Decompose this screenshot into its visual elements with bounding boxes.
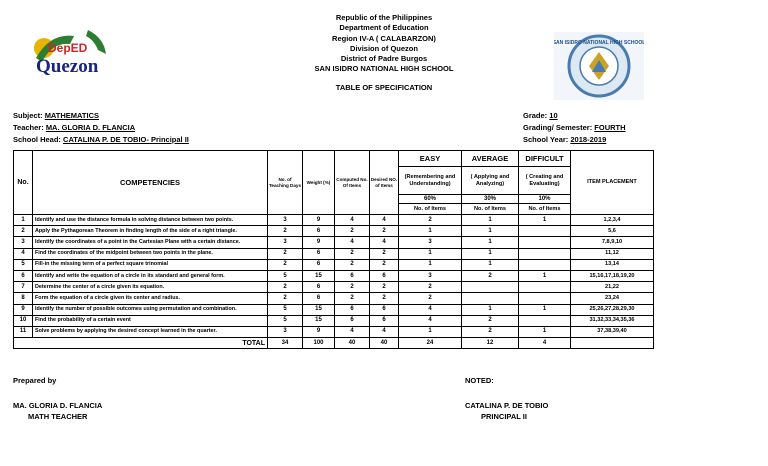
desired-items: 6: [370, 270, 399, 281]
computed-items: 4: [335, 237, 370, 248]
average-items: 1: [462, 237, 519, 248]
average-items: 1: [462, 215, 519, 226]
difficult-items: 1: [519, 326, 571, 337]
prepared-by-title: MATH TEACHER: [28, 412, 88, 421]
grade-line: [523, 111, 558, 120]
teaching-days: 5: [268, 270, 303, 281]
competency-text: Apply the Pythagorean Theorem in finding length of the side of a right triangle.: [33, 226, 268, 237]
computed-items: 2: [335, 282, 370, 293]
item-placement: 13,14: [571, 259, 654, 270]
difficult-items: 1: [519, 270, 571, 281]
difficult-items: 1: [519, 215, 571, 226]
header-line-republic: Republic of the Philippines: [335, 13, 433, 22]
difficult-items: 1: [519, 304, 571, 315]
semester-label: Grading/ Semester:: [523, 123, 593, 132]
easy-percent: 60%: [399, 195, 462, 204]
desired-items: 2: [370, 282, 399, 293]
prepared-by-name: MA. GLORIA D. FLANCIA: [13, 401, 103, 410]
table-row: [14, 293, 654, 304]
row-number: 9: [14, 304, 33, 315]
total-average: 12: [462, 338, 519, 349]
desired-items: 2: [370, 226, 399, 237]
weight-percent: 9: [303, 237, 335, 248]
total-days: 34: [268, 338, 303, 349]
teaching-days: 5: [268, 315, 303, 326]
school-head-value: CATALINA P. DE TOBIO- Principal II: [63, 135, 189, 144]
difficult-items: [519, 282, 571, 293]
average-items: 1: [462, 259, 519, 270]
grade-value: 10: [549, 111, 558, 120]
easy-items: 4: [399, 304, 462, 315]
total-computed: 40: [335, 338, 370, 349]
computed-items: 2: [335, 259, 370, 270]
weight-percent: 6: [303, 282, 335, 293]
competency-text: Identify and use the distance formula in solving distance between two points.: [33, 215, 268, 226]
weight-percent: 9: [303, 215, 335, 226]
competency-text: Find the coordinates of the midpoint between two points in the plane.: [33, 248, 268, 259]
teacher-label: Teacher:: [13, 123, 44, 132]
easy-items: 1: [399, 259, 462, 270]
computed-items: 2: [335, 226, 370, 237]
competency-text: Solve problems by applying the desired concept learned in the quarter.: [33, 326, 268, 337]
average-items: 2: [462, 270, 519, 281]
desired-items: 4: [370, 215, 399, 226]
noted-title: PRINCIPAL II: [481, 412, 527, 421]
average-items: 1: [462, 226, 519, 237]
desired-items: 6: [370, 315, 399, 326]
row-number: 8: [14, 293, 33, 304]
table-row: [14, 315, 654, 326]
row-number: 4: [14, 248, 33, 259]
col-header-item-placement: ITEM PLACEMENT: [571, 151, 654, 215]
total-placement-empty: [571, 338, 654, 349]
desired-items: 4: [370, 237, 399, 248]
semester-value: FOURTH: [594, 123, 626, 132]
average-items: [462, 282, 519, 293]
seal-text: SAN ISIDRO NATIONAL HIGH SCHOOL: [554, 40, 644, 46]
col-header-difficult: DIFFICULT: [519, 151, 571, 167]
school-head-line: [13, 135, 189, 144]
col-header-competencies: COMPETENCIES: [33, 151, 268, 215]
average-items: 1: [462, 304, 519, 315]
weight-percent: 6: [303, 248, 335, 259]
total-label: TOTAL: [14, 338, 268, 349]
average-description: ( Applying and Analyzing): [462, 167, 519, 195]
item-placement: 15,16,17,18,19,20: [571, 270, 654, 281]
difficult-items: [519, 226, 571, 237]
easy-items: 2: [399, 215, 462, 226]
item-placement: 23,24: [571, 293, 654, 304]
competency-text: Determine the center of a circle given its equation.: [33, 282, 268, 293]
semester-line: [523, 123, 626, 132]
logo-quezon-text: Quezon: [36, 56, 99, 77]
competency-text: Identify the number of possible outcomes using permutation and combination.: [33, 304, 268, 315]
table-row: [14, 326, 654, 337]
total-difficult: 4: [519, 338, 571, 349]
teaching-days: 2: [268, 226, 303, 237]
document-title: TABLE OF SPECIFICATION: [335, 82, 433, 92]
computed-items: 2: [335, 293, 370, 304]
total-desired: 40: [370, 338, 399, 349]
table-row: [14, 215, 654, 226]
row-number: 5: [14, 259, 33, 270]
competency-text: Identify and write the equation of a circle in its standard and general form.: [33, 270, 268, 281]
teacher-value: MA. GLORIA D. FLANCIA: [45, 123, 136, 132]
table-row: [14, 282, 654, 293]
weight-percent: 15: [303, 270, 335, 281]
school-year-value: 2018-2019: [570, 135, 607, 144]
school-head-label: School Head:: [13, 135, 61, 144]
table-row: [14, 237, 654, 248]
computed-items: 6: [335, 315, 370, 326]
difficult-description: ( Creating and Evaluating): [519, 167, 571, 195]
computed-items: 4: [335, 215, 370, 226]
desired-items: 6: [370, 304, 399, 315]
difficult-items: [519, 293, 571, 304]
difficult-items: [519, 259, 571, 270]
teaching-days: 5: [268, 304, 303, 315]
easy-items: 1: [399, 326, 462, 337]
row-number: 6: [14, 270, 33, 281]
item-placement: 21,22: [571, 282, 654, 293]
document-header: [0, 13, 768, 93]
weight-percent: 15: [303, 304, 335, 315]
teaching-days: 2: [268, 282, 303, 293]
noted-label: NOTED:: [465, 376, 494, 385]
row-number: 10: [14, 315, 33, 326]
item-placement: 11,12: [571, 248, 654, 259]
item-placement: 5,6: [571, 226, 654, 237]
logo-deped-text: DepED: [48, 41, 88, 55]
row-number: 1: [14, 215, 33, 226]
item-placement: 31,32,33,34,35,36: [571, 315, 654, 326]
difficult-percent: 10%: [519, 195, 571, 204]
difficult-no-items: No. of Items: [519, 204, 571, 215]
weight-percent: 6: [303, 293, 335, 304]
header-line-district: District of Padre Burgos: [340, 54, 428, 64]
easy-items: 1: [399, 248, 462, 259]
col-header-weight: Weight (%): [303, 151, 335, 215]
easy-description: (Remembering and Understanding): [399, 167, 462, 195]
easy-items: 2: [399, 293, 462, 304]
item-placement: 25,26,27,28,29,30: [571, 304, 654, 315]
weight-percent: 6: [303, 259, 335, 270]
teaching-days: 2: [268, 293, 303, 304]
desired-items: 2: [370, 248, 399, 259]
computed-items: 6: [335, 304, 370, 315]
header-line-department: Department of Education: [339, 23, 429, 33]
weight-percent: 9: [303, 326, 335, 337]
col-header-teaching-days: No. of Teaching Days: [268, 151, 303, 215]
noted-name: CATALINA P. DE TOBIO: [465, 401, 549, 410]
school-year-line: [523, 135, 606, 144]
computed-items: 6: [335, 270, 370, 281]
computed-items: 4: [335, 326, 370, 337]
teacher-line: [13, 123, 135, 132]
average-items: 2: [462, 326, 519, 337]
prepared-by-label: Prepared by: [13, 376, 57, 385]
average-items: [462, 293, 519, 304]
average-no-items: No. of Items: [462, 204, 519, 215]
average-items: 2: [462, 315, 519, 326]
header-line-division: Division of Quezon: [350, 43, 418, 53]
row-number: 7: [14, 282, 33, 293]
teaching-days: 2: [268, 259, 303, 270]
col-header-average: AVERAGE: [462, 151, 519, 167]
average-percent: 30%: [462, 195, 519, 204]
competency-text: Fill-in the missing term of a perfect square trinomial: [33, 259, 268, 270]
school-year-label: School Year:: [523, 135, 569, 144]
table-row: [14, 259, 654, 270]
teaching-days: 2: [268, 248, 303, 259]
table-row: [14, 304, 654, 315]
difficult-items: [519, 315, 571, 326]
easy-items: 3: [399, 270, 462, 281]
table-of-specification: [13, 150, 654, 349]
header-line-school: SAN ISIDRO NATIONAL HIGH SCHOOL: [314, 64, 454, 74]
teaching-days: 3: [268, 237, 303, 248]
total-easy: 24: [399, 338, 462, 349]
easy-items: 4: [399, 315, 462, 326]
difficult-items: [519, 248, 571, 259]
desired-items: 2: [370, 293, 399, 304]
item-placement: 1,2,3,4: [571, 215, 654, 226]
table-row: [14, 226, 654, 237]
total-row: [14, 338, 654, 349]
competency-text: Find the probability of a certain event: [33, 315, 268, 326]
easy-items: 3: [399, 237, 462, 248]
col-header-no: No.: [14, 151, 33, 215]
competency-text: Identify the coordinates of a point in the Cartesian Plane with a certain distance.: [33, 237, 268, 248]
teaching-days: 3: [268, 326, 303, 337]
weight-percent: 6: [303, 226, 335, 237]
teaching-days: 3: [268, 215, 303, 226]
average-items: 1: [462, 248, 519, 259]
total-weight: 100: [303, 338, 335, 349]
item-placement: 7,8,9,10: [571, 237, 654, 248]
subject-value: MATHEMATICS: [44, 111, 99, 120]
row-number: 3: [14, 237, 33, 248]
grade-label: Grade:: [523, 111, 548, 120]
easy-no-items: No. of Items: [399, 204, 462, 215]
header-line-region: Region IV-A ( CALABARZON): [332, 33, 436, 43]
desired-items: 4: [370, 326, 399, 337]
subject-label: Subject:: [13, 111, 43, 120]
computed-items: 2: [335, 248, 370, 259]
col-header-desired-items: Desired NO. of Items: [370, 151, 399, 215]
weight-percent: 15: [303, 315, 335, 326]
subject-line: [13, 111, 99, 120]
col-header-easy: EASY: [399, 151, 462, 167]
competency-text: Form the equation of a circle given its center and radius.: [33, 293, 268, 304]
col-header-computed-items: Computed No. Of Items: [335, 151, 370, 215]
row-number: 11: [14, 326, 33, 337]
easy-items: 2: [399, 282, 462, 293]
desired-items: 2: [370, 259, 399, 270]
table-row: [14, 248, 654, 259]
easy-items: 1: [399, 226, 462, 237]
difficult-items: [519, 237, 571, 248]
item-placement: 37,38,39,40: [571, 326, 654, 337]
table-row: [14, 270, 654, 281]
row-number: 2: [14, 226, 33, 237]
